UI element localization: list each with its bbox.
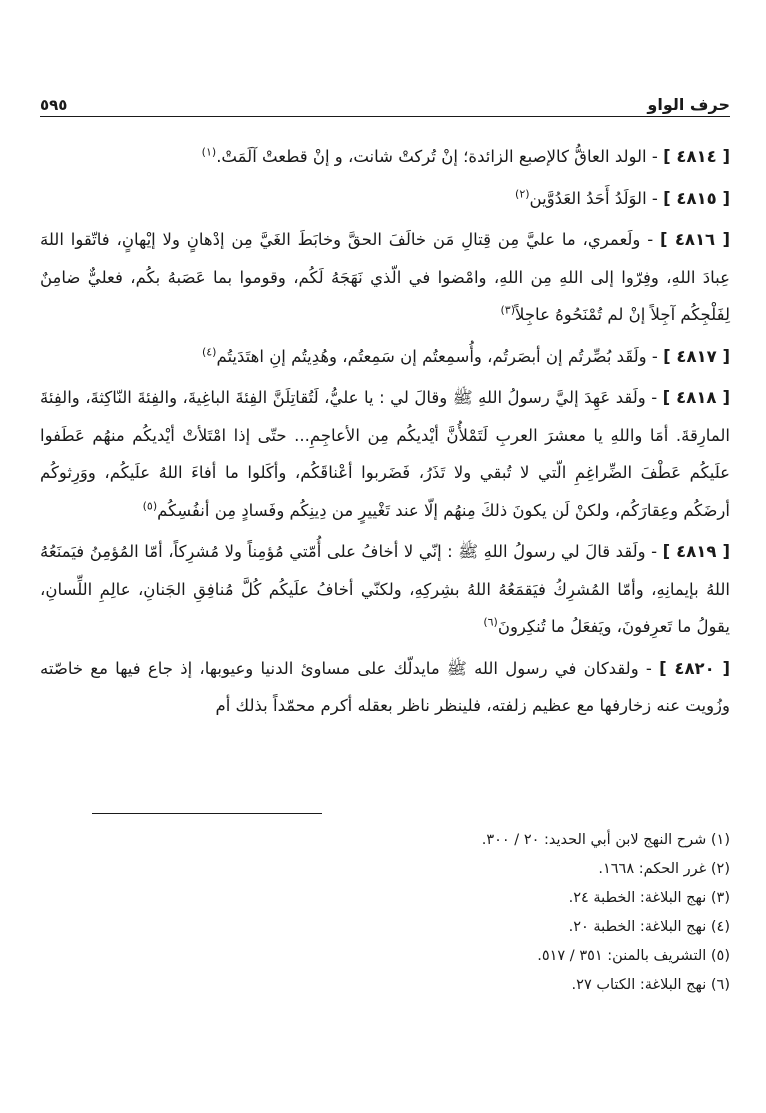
footnote: (٢) غرر الحكم: ١٦٦٨.	[598, 861, 730, 877]
footnote-ref: (٥)	[142, 499, 158, 512]
entry-4815	[40, 180, 730, 218]
footnote: (١) شرح النهج لابن أبي الحديد: ٢٠ / ٣٠٠.	[481, 832, 730, 848]
entry-4820	[40, 650, 730, 725]
entry-text: - ولَقد عَهِدَ إليَّ رسولُ اللهِ ﷺ وقالَ لي : يا عليُّ، لَتُقاتِلَنَّ الفِئةَ الباغِيةَ، والفِئةَ النّاكِثةَ، والفِئةَ المارِقةَ. أمَا واللهِ يا معشرَ العربِ لَتَمْلأُنَّ أيْديكُم مِن الأعاجِمِ... حتّى إذا امْتَلأتْ أيْديكُم منهُم عَطَفوا علَيكُم عَطْفَ الضِّراغِمِ الّتي لا تُبقي ولا تَذَرُ، فَضَربوا أعْناقَكُم، وأكَلوا ما أفاءَ اللهُ علَيكُم، ووَرِثوكُم أرضَكُم وعِقارَكُم، ولكنْ لَن يكونَ ذلكَ مِنهُم إلّا عند تَغْييرٍ من دِينِكُم وفَسادٍ مِن أنفُسِكُم	[40, 388, 730, 520]
entry-4819	[40, 533, 730, 646]
entry-4814	[40, 138, 730, 176]
footnote: (٥) التشريف بالمنن: ٣٥١ / ٥١٧.	[537, 948, 730, 964]
footnote: (٤) نهج البلاغة: الخطبة ٢٠.	[568, 919, 730, 935]
footnote: (٣) نهج البلاغة: الخطبة ٢٤.	[568, 890, 730, 906]
chapter-title: حرف الواو	[647, 95, 730, 114]
footnote-ref: (٣)	[500, 303, 515, 317]
document-page	[40, 0, 730, 1113]
entry-text: - الولد العاقُّ كالإصبع الزائدة؛ إنْ تُركتْ شانت، و إنْ قطعتْ آلَمَتْ.	[216, 147, 658, 166]
entry-4818	[40, 379, 730, 529]
entry-number: [ ٤٨١٤ ]	[663, 147, 730, 166]
footnote-ref: (٤)	[201, 345, 217, 358]
entry-text: - ولقدكان في رسول الله ﷺ مايدلّك على مساوئ الدنيا وعيوبها، إذ جاع فيها مع خاصّته وزُويت عنه زخارفها مع عظيم زلفته، فلينظر ناظر بعقله أكرم محمّداً بذلك أم	[40, 658, 730, 715]
entry-number: [ ٤٨١٥ ]	[663, 188, 730, 208]
entry-text: - ولَعمري، ما عليَّ مِن قِتالِ مَن خالَفَ الحقَّ وخابَطَ الغَيَّ مِن إدْهانٍ ولا إيْهانٍ، فاتّقوا اللهَ عِبادَ اللهِ، وفِرّوا إلى اللهِ مِن اللهِ، وامْضوا في الّذي نَهَجَهُ لَكُم، وقوموا بما عَصَبهُ بكُم، فعليٌّ ضامِنٌ لِفَلْجِكُم آجِلاً إنْ لم تُمْنَحُوهُ عاجِلاً	[40, 230, 730, 324]
footnotes-list	[40, 826, 730, 1000]
footnote-ref: (١)	[201, 145, 217, 159]
entry-number: [ ٤٨٢٠ ]	[659, 658, 730, 678]
footnote: (٦) نهج البلاغة: الكتاب ٢٧.	[571, 977, 730, 993]
header-divider	[40, 116, 730, 117]
entry-number: [ ٤٨١٨ ]	[662, 388, 730, 407]
entry-text: - ولَقد قالَ لي رسولُ اللهِ ﷺ : إنّي لا أخافُ على أُمّتي مُؤمِناً ولا مُشرِكاً، أمّا المُؤمِنُ فيَمنَعُهُ اللهُ بإيمانِهِ، وأمّا المُشرِكُ فيَقمَعُهُ اللهُ بشِركِهِ، ولكنّي أخافُ علَيكُم كُلَّ مُنافِقِ الجَنانِ، عالِمِ اللِّسانِ، يقولُ ما تَعرِفونَ، ويَفعَلُ ما تُنكِرونَ	[40, 542, 730, 636]
entry-4816	[40, 221, 730, 334]
entry-text: - الوَلَدُ أَحَدُ العَدُوَّين	[529, 188, 658, 208]
entry-4817	[40, 338, 730, 376]
entry-text: - ولَقَد بُصِّرتُم إن أبصَرتُم، وأُسمِعتُم إن سَمِعتُم، وهُدِيتُم إنِ اهتَدَيتُم	[216, 346, 658, 366]
footnote-divider	[92, 813, 322, 814]
page-number: ٥٩٥	[40, 96, 68, 114]
entry-number: [ ٤٨١٧ ]	[663, 346, 730, 366]
page-header	[40, 86, 730, 114]
footnote-ref: (٦)	[483, 615, 498, 629]
footnote-ref: (٢)	[515, 187, 530, 200]
entry-number: [ ٤٨١٩ ]	[662, 542, 730, 561]
entry-number: [ ٤٨١٦ ]	[659, 230, 730, 249]
entries-list	[40, 138, 730, 729]
